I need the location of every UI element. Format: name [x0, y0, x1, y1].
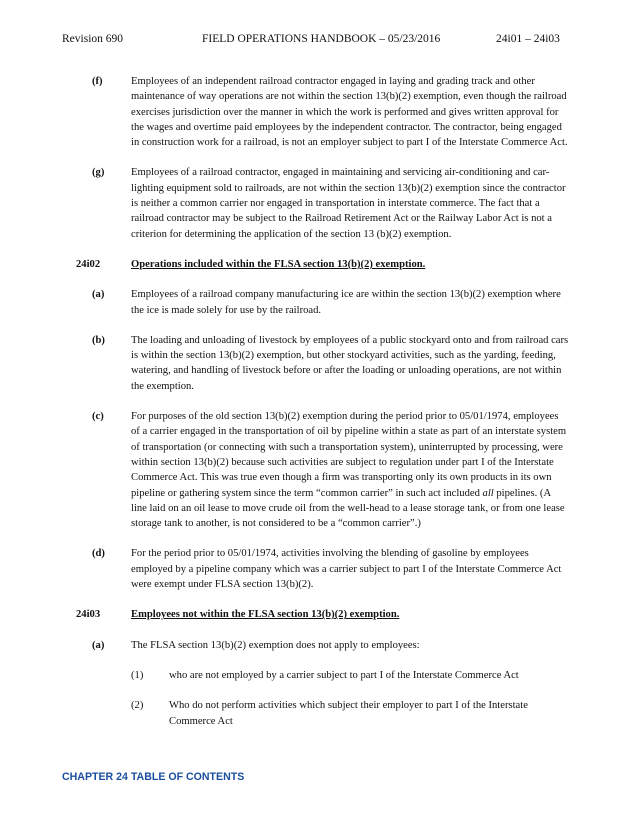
paragraph-label: (g)	[92, 167, 105, 179]
paragraph-label: (a)	[92, 289, 105, 301]
section-title: Operations included within the FLSA section 13(b)(2) exemption.	[131, 258, 426, 270]
header-revision: Revision 690	[62, 33, 124, 45]
subparagraph-text: Who do not perform activities which subject their employer to part I of the Interstate Commerce Act	[169, 700, 528, 727]
paragraph-label: (a)	[92, 639, 105, 651]
paragraph-label: (b)	[92, 334, 105, 346]
subparagraph-label: (1)	[131, 669, 144, 681]
header-title: FIELD OPERATIONS HANDBOOK – 05/23/2016	[202, 33, 441, 45]
italic-emphasis: all	[482, 487, 494, 499]
paragraph-text	[131, 409, 569, 531]
table-of-contents-link[interactable]: CHAPTER 24 TABLE OF CONTENTS	[62, 771, 245, 783]
paragraph-g	[0, 165, 638, 241]
paragraph-24i02-d	[0, 546, 638, 592]
subparagraph-text: who are not employed by a carrier subject to part I of the Interstate Commerce Act	[169, 669, 519, 681]
paragraph-text: The FLSA section 13(b)(2) exemption does not apply to employees:	[131, 639, 420, 651]
paragraph-text: Employees of an independent railroad contractor engaged in laying and grading track and other maintenance of way operations are not within the section 13(b)(2) exemption, even though the railroad exercises jurisdiction over the manner in which the work is performed and gives written approval for the wages and overtime paid employees by the independent contractor. The contractor, being engaged in construction work for a railroad, is not an employer subject to part I of the Interstate Commerce Act.	[131, 76, 568, 149]
document-body	[0, 74, 638, 744]
paragraph-24i02-b	[0, 333, 638, 394]
subparagraph-label: (2)	[131, 700, 144, 712]
paragraph-24i02-c	[0, 409, 638, 531]
paragraph-text-part: For purposes of the old section 13(b)(2) exemption during the period prior to 05/01/1974, employees of a carrier engaged in the transportation of oil by pipeline within a state as part of an interstate system of transportation (or connecting with such a transportation system), uninterrupted by processing, were within section 13(b)(2) because such activities are subject to regulation under part I of the Interstate Commerce Act. This was true even though a firm was transporting only its own products in its own pipeline or gathering system since the term “common carrier” in such act included	[131, 411, 567, 499]
paragraph-label: (c)	[92, 411, 104, 423]
paragraph-text: For the period prior to 05/01/1974, activities involving the blending of gasoline by employees employed by a pipeline company which was a carrier subject to part I of the Interstate Commerce Act were exempt under FLSA section 13(b)(2).	[131, 548, 562, 591]
paragraph-f	[0, 74, 638, 150]
paragraph-text: Employees of a railroad contractor, engaged in maintaining and servicing air-conditioning and car-lighting equipment sold to railroads, are not within the section 13(b)(2) exemption since the contractor is neither a common carrier nor engaged in transportation in interstate commerce. The fact that a railroad contractor may be subject to the Railroad Retirement Act or the Railway Labor Act is not a criterion for determining the application of the section 13 (b)(2) exemption.	[131, 167, 566, 240]
paragraph-text: The loading and unloading of livestock by employees of a public stockyard onto and from railroad cars is within the section 13(b)(2) exemption, but other stockyard activities, such as the yarding, feeding, watering, and handling of livestock before or after the loading or unloading operations, are not within the exemption.	[131, 334, 569, 392]
section-number: 24i02	[76, 258, 101, 270]
section-title: Employees not within the FLSA section 13(b)(2) exemption.	[131, 609, 400, 621]
section-number: 24i03	[76, 609, 101, 621]
section-heading-24i02	[0, 257, 638, 272]
subparagraph-2	[0, 698, 638, 729]
page-header	[0, 33, 638, 49]
paragraph-text-part: pipelines. (A line laid on an oil lease to move crude oil from the well-head to a lease storage tank, or from one lease storage tank to another, is not considered to be a “common carrier”.)	[131, 487, 565, 530]
paragraph-label: (f)	[92, 76, 103, 87]
header-section-range: 24i01 – 24i03	[496, 33, 560, 45]
paragraph-text: Employees of a railroad company manufacturing ice are within the section 13(b)(2) exemption where the ice is made solely for use by the railroad.	[131, 289, 561, 316]
paragraph-label: (d)	[92, 548, 105, 560]
subparagraph-1	[0, 668, 638, 683]
paragraph-24i02-a	[0, 287, 638, 318]
section-heading-24i03	[0, 607, 638, 622]
paragraph-24i03-a	[0, 638, 638, 653]
